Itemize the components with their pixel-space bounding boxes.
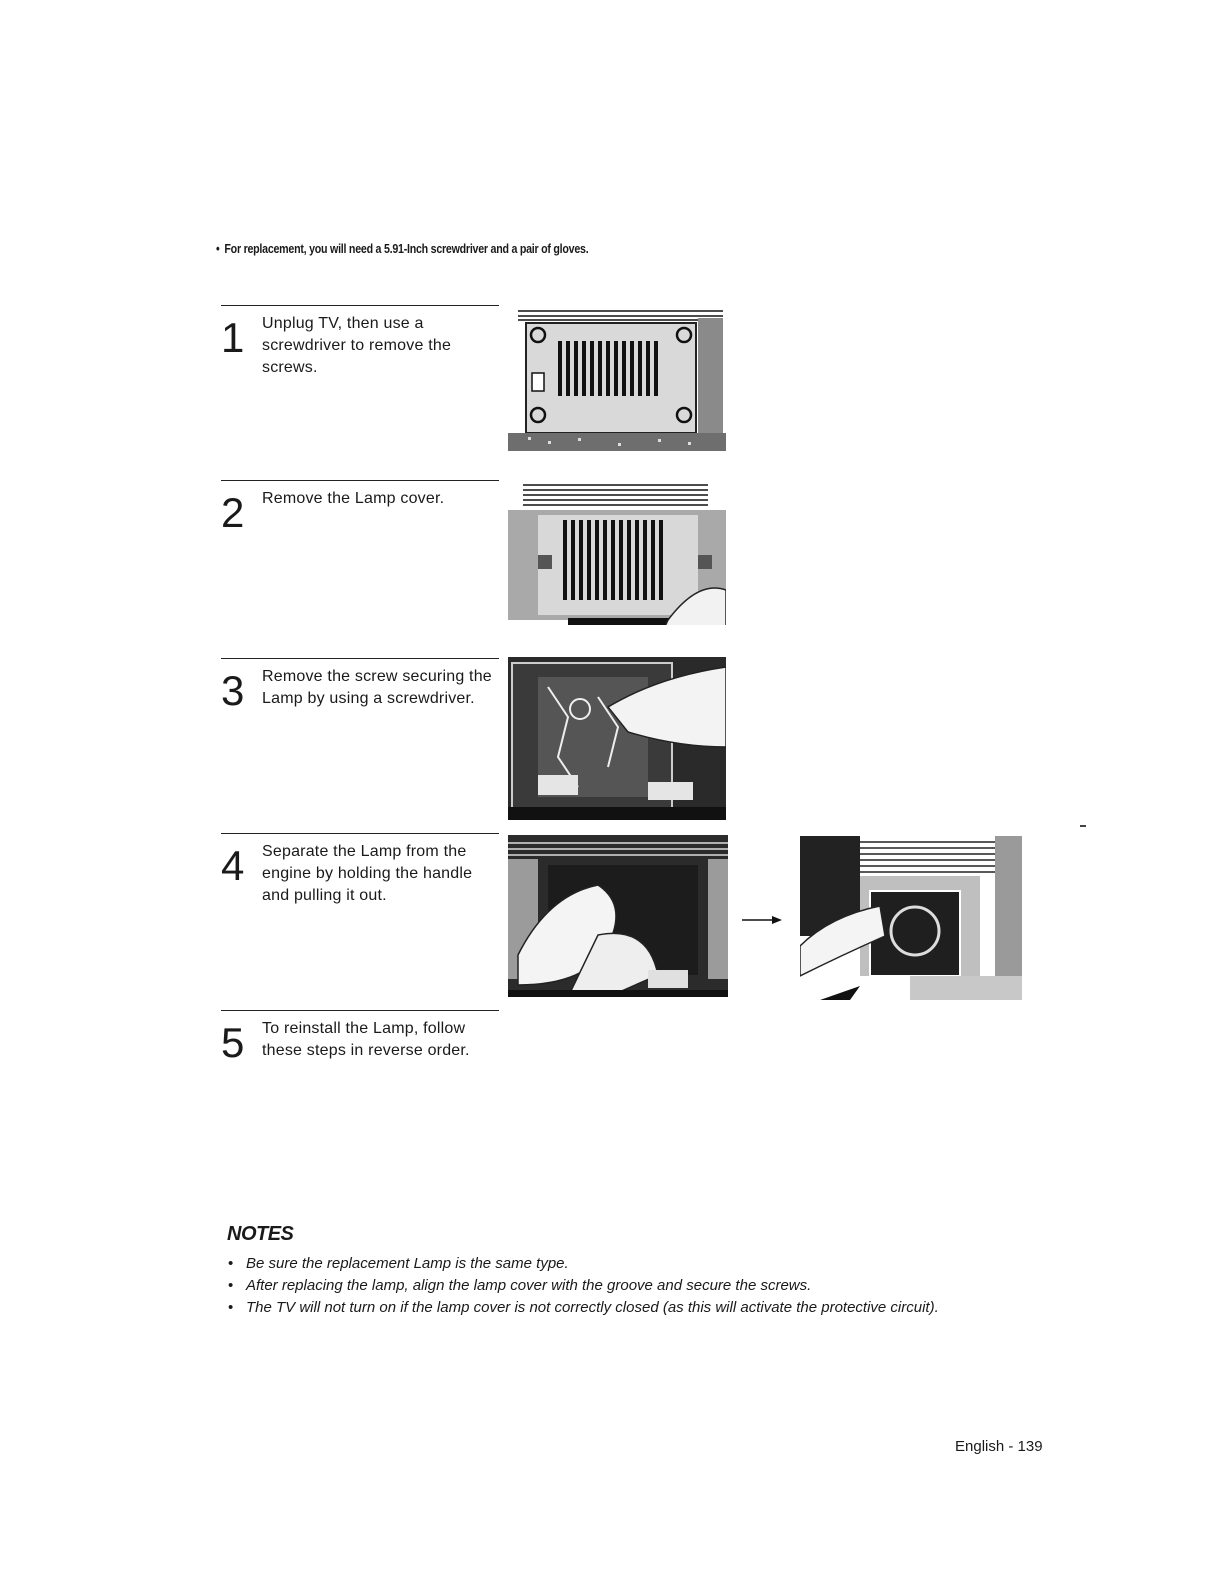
step-2-photo <box>508 480 726 642</box>
step-text: Separate the Lamp from the engine by holding the handle and pulling it out. <box>262 843 473 904</box>
step-divider <box>221 833 499 834</box>
step-number: 4 <box>221 842 245 889</box>
arrow-right-icon <box>742 913 784 927</box>
step-text: Remove the screw securing the Lamp by using a screwdriver. <box>262 668 492 707</box>
step-divider <box>221 480 499 481</box>
step-divider <box>221 1010 499 1011</box>
step-4 <box>221 833 501 983</box>
note-item: • The TV will not turn on if the lamp cover is not correctly closed (as this will activate the protective circuit). <box>228 1297 1018 1319</box>
step-3-photo <box>508 657 726 820</box>
step-divider <box>221 305 499 306</box>
step-1-photo <box>508 303 726 451</box>
step-text: To reinstall the Lamp, follow these steps in reverse order. <box>262 1020 470 1059</box>
intro-text: For replacement, you will need a 5.91-Inch screwdriver and a pair of gloves. <box>224 241 589 256</box>
step-1 <box>221 305 501 455</box>
margin-mark <box>1080 825 1086 827</box>
intro-note <box>216 241 588 256</box>
step-number: 5 <box>221 1019 245 1066</box>
note-item: • Be sure the replacement Lamp is the same type. <box>228 1253 1018 1275</box>
step-text: Remove the Lamp cover. <box>262 490 445 507</box>
note-item: • After replacing the lamp, align the lamp cover with the groove and secure the screws. <box>228 1275 1018 1297</box>
bullet-dot: • <box>216 241 220 256</box>
step-4-result-photo <box>800 836 1022 1000</box>
step-2 <box>221 480 501 630</box>
page-footer: English - 139 <box>955 1438 1043 1455</box>
step-text: Unplug TV, then use a screwdriver to remove the screws. <box>262 315 452 376</box>
step-number: 3 <box>221 667 245 714</box>
step-number: 2 <box>221 489 245 536</box>
notes-heading: NOTES <box>227 1223 294 1245</box>
step-4-photo <box>508 835 728 997</box>
step-number: 1 <box>221 314 245 361</box>
step-3 <box>221 658 501 808</box>
step-5 <box>221 1010 501 1090</box>
notes-list <box>228 1253 1018 1319</box>
step-divider <box>221 658 499 659</box>
